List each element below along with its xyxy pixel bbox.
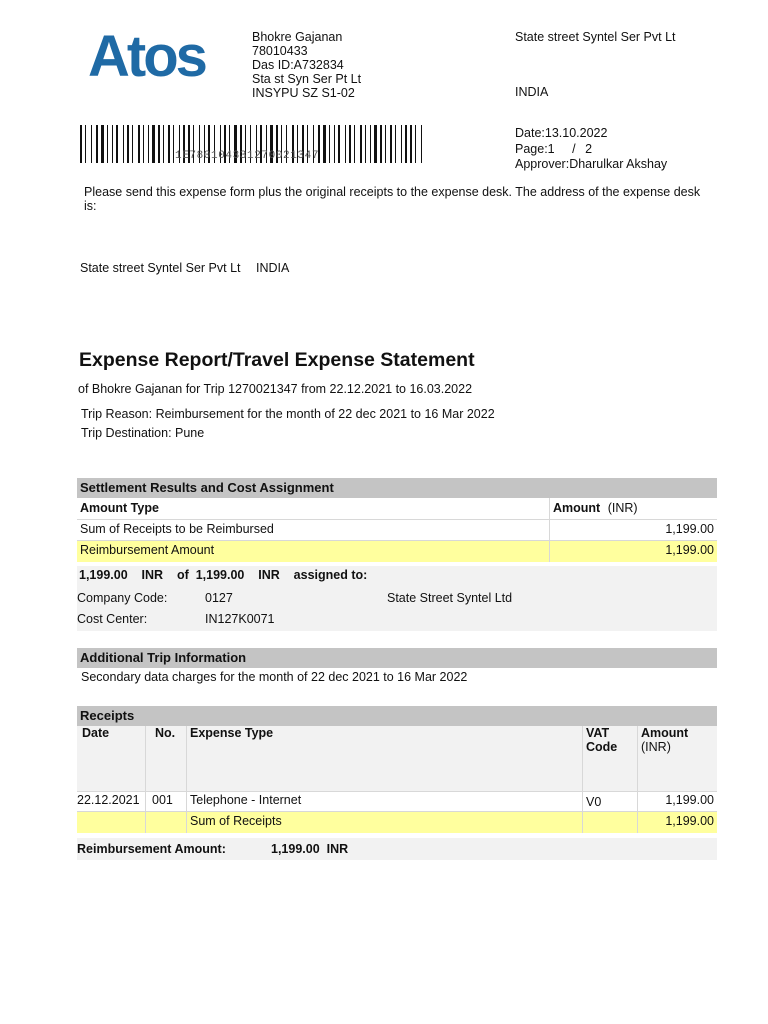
reimbursement-total-value: 1,199.00 INR — [271, 842, 349, 856]
barcode-bar — [390, 125, 392, 163]
col-amount-label: Amount — [553, 501, 601, 515]
col-amount-currency: (INR) — [607, 501, 638, 515]
barcode-bar — [405, 125, 407, 163]
reimbursement-row-amount: 1,199.00 — [549, 541, 717, 562]
col-vat-code — [582, 726, 637, 791]
desk-address-country: INDIA — [255, 261, 290, 275]
settlement-row-amount: 1,199.00 — [549, 520, 717, 540]
settlement-row — [77, 520, 717, 541]
report-title: Expense Report/Travel Expense Statement — [79, 349, 475, 371]
barcode-bar — [85, 125, 86, 163]
barcode-bar — [401, 125, 402, 163]
barcode-bar — [421, 125, 422, 163]
barcode-bar — [323, 125, 326, 163]
trip-destination: Trip Destination: Pune — [81, 426, 205, 440]
barcode-bar — [395, 125, 396, 163]
employee-number: 78010433 — [252, 44, 308, 58]
meta-block — [515, 126, 667, 173]
barcode-bar — [101, 125, 104, 163]
barcode-bar — [349, 125, 351, 163]
company-block — [515, 30, 676, 44]
barcode-bar — [173, 125, 174, 163]
barcode-bar — [345, 125, 346, 163]
company-code-label: Company Code: — [77, 591, 168, 605]
barcode-bar — [132, 125, 133, 163]
desk-address-name: State street Syntel Ser Pvt Lt — [80, 261, 241, 275]
col-expense-type: Expense Type — [186, 726, 582, 791]
page-indicator — [515, 142, 667, 158]
employee-location: INSYPU SZ S1-02 — [252, 86, 355, 100]
barcode-bar — [374, 125, 377, 163]
approver: Approver:Dharulkar Akshay — [515, 157, 668, 171]
employee-name: Bhokre Gajanan — [252, 30, 343, 44]
assigned-line: 1,199.00 INR of 1,199.00 INR assigned to: — [79, 568, 368, 582]
svg-text:1E780104331270021347: 1E780104331270021347 — [175, 150, 320, 162]
col-receipt-amount-label: Amount — [641, 726, 689, 740]
barcode-bar — [163, 125, 164, 163]
desk-address — [80, 261, 289, 275]
trip-reason: Trip Reason: Reimbursement for the month of 22 dec 2021 to 16 Mar 2022 — [81, 407, 495, 421]
company-code-value: 0127 — [205, 591, 233, 605]
barcode-bar — [107, 125, 108, 163]
col-amount-type: Amount Type — [80, 501, 159, 515]
barcode-bar — [116, 125, 118, 163]
barcode-bar — [138, 125, 140, 163]
company-country: INDIA — [515, 85, 549, 99]
barcode-bar — [354, 125, 355, 163]
page-total: 2 — [585, 141, 593, 156]
sum-no-empty — [145, 812, 186, 833]
col-receipt-currency: (INR) — [641, 740, 671, 754]
barcode-bar — [415, 125, 416, 163]
company-name: State street Syntel Ser Pvt Lt — [515, 30, 676, 44]
settlement-row-label: Sum of Receipts to be Reimbursed — [80, 522, 274, 536]
barcode-bar — [385, 125, 386, 163]
page-separator: / — [572, 141, 576, 156]
barcode-bar — [148, 125, 149, 163]
sum-date-empty — [77, 812, 145, 833]
barcode — [80, 125, 425, 165]
employee-block — [252, 30, 361, 100]
barcode-bar — [123, 125, 124, 163]
col-no: No. — [145, 726, 186, 791]
barcode-bar — [329, 125, 330, 163]
receipt-vat: V0 — [582, 792, 637, 811]
receipt-row — [77, 792, 717, 812]
barcode-bar — [80, 125, 82, 163]
barcode-bar — [158, 125, 160, 163]
barcode-bar — [168, 125, 170, 163]
col-amount-receipts — [637, 726, 717, 791]
receipt-date: 22.12.2021 — [77, 793, 140, 807]
barcode-bar — [96, 125, 98, 163]
receipts-heading: Receipts — [77, 706, 717, 726]
receipt-no: 001 — [145, 792, 186, 811]
barcode-bar — [127, 125, 129, 163]
sum-of-receipts-label: Sum of Receipts — [186, 812, 582, 833]
svg-text:Atos: Atos — [88, 26, 205, 82]
cost-assignment-block — [77, 566, 717, 631]
barcode-bar — [410, 125, 412, 163]
additional-heading: Additional Trip Information — [77, 648, 717, 668]
das-id: Das ID:A732834 — [252, 58, 344, 72]
atos-logo — [88, 26, 240, 82]
barcode-bar — [360, 125, 362, 163]
col-vat-label: VAT — [586, 726, 610, 740]
barcode-bar — [370, 125, 371, 163]
barcode-bar — [365, 125, 366, 163]
receipts-sum-row — [77, 812, 717, 833]
settlement-row-highlight — [77, 541, 717, 562]
col-date: Date — [82, 726, 110, 740]
cost-center-value: IN127K0071 — [205, 612, 275, 626]
settlement-heading: Settlement Results and Cost Assignment — [77, 478, 717, 498]
barcode-bar — [338, 125, 340, 163]
barcode-bar — [380, 125, 382, 163]
barcode-bar — [143, 125, 144, 163]
employee-org: Sta st Syn Ser Pt Lt — [252, 72, 362, 86]
reimbursement-total-row — [77, 838, 717, 860]
company-code-name: State Street Syntel Ltd — [387, 591, 513, 605]
report-date: Date:13.10.2022 — [515, 126, 608, 140]
report-of-line: of Bhokre Gajanan for Trip 1270021347 from 22.12.2021 to 16.03.2022 — [78, 382, 473, 396]
receipt-expense-type: Telephone - Internet — [186, 792, 582, 811]
barcode-bar — [334, 125, 335, 163]
barcode-bar — [91, 125, 92, 163]
instructions-text: Please send this expense form plus the original receipts to the expense desk. The address of the expense desk is: — [84, 185, 701, 213]
col-code-label: Code — [586, 740, 618, 754]
page-current: Page:1 — [515, 141, 555, 156]
sum-vat-empty — [582, 812, 637, 833]
reimbursement-total-label: Reimbursement Amount: — [77, 842, 226, 856]
cost-center-label: Cost Center: — [77, 612, 148, 626]
receipts-header-row — [77, 726, 717, 792]
barcode-bar — [152, 125, 155, 163]
additional-text: Secondary data charges for the month of 22 dec 2021 to 16 Mar 2022 — [81, 670, 468, 684]
barcode-bar — [112, 125, 113, 163]
reimbursement-row-label: Reimbursement Amount — [80, 543, 215, 557]
sum-of-receipts-amount: 1,199.00 — [637, 812, 717, 833]
receipt-amount: 1,199.00 — [637, 792, 717, 811]
col-amount — [549, 498, 717, 519]
settlement-header-row — [77, 498, 717, 520]
